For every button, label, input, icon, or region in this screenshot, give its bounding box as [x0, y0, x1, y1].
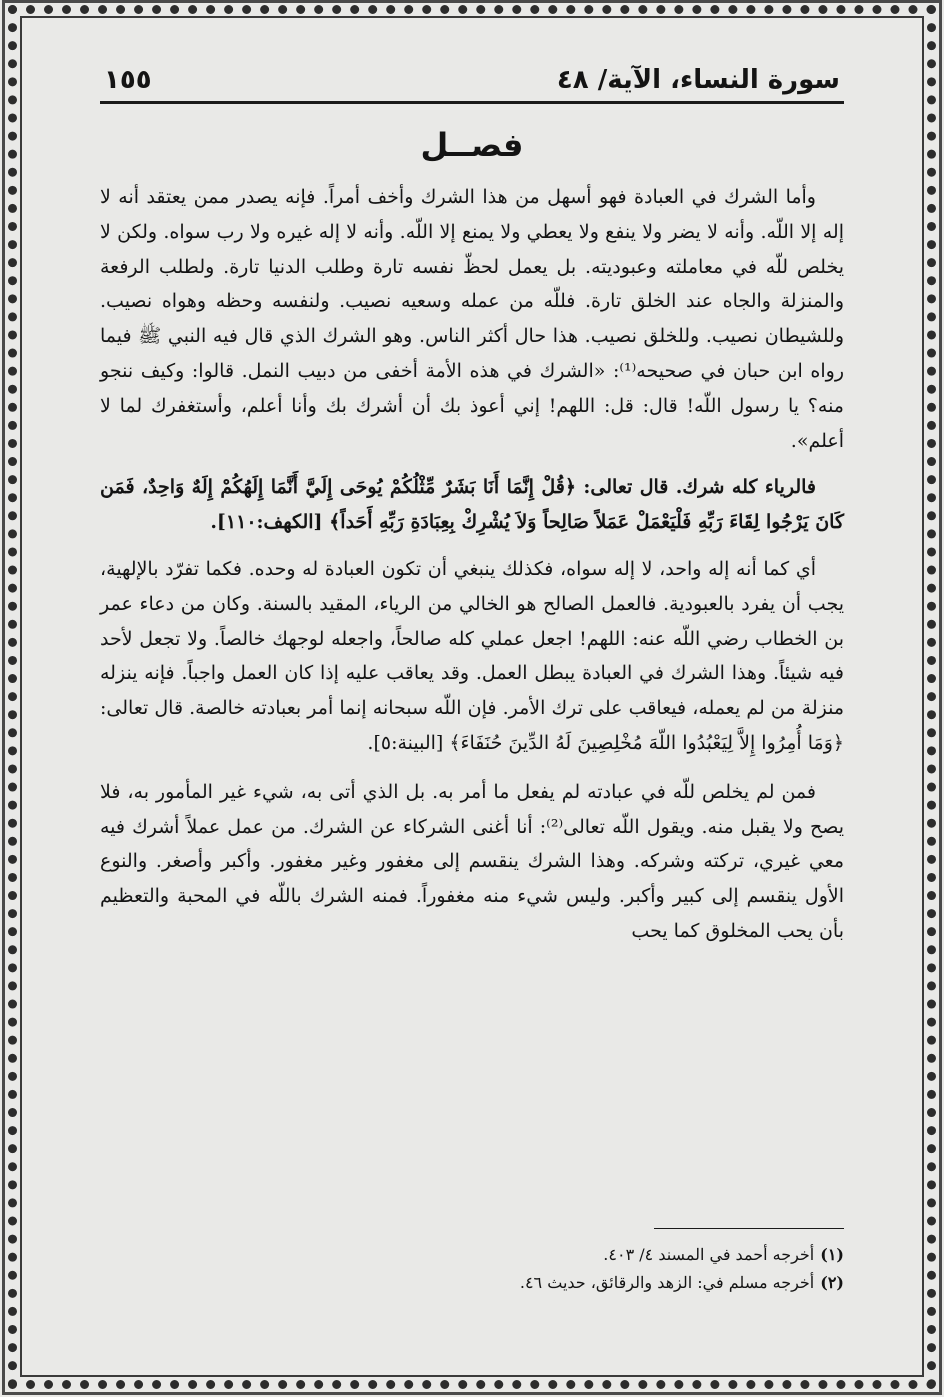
- header-title: سورة النساء، الآية/ ٤٨: [556, 65, 840, 95]
- footnotes: [100, 1228, 844, 1297]
- footnote-1: [100, 1241, 844, 1269]
- section-title: فصــل: [420, 126, 524, 164]
- page-body: [100, 58, 844, 949]
- footnote-divider: [654, 1228, 844, 1229]
- footnote-2-number: (٢): [820, 1273, 844, 1292]
- paragraph-3: أي كما أنه إله واحد، لا إله سواه، فكذلك ينبغي أن تكون العبادة له وحده. فكما تفرّد بالإلهية، يجب أن يفرد بالعبودية. فالعمل الصالح هو الخالي من الرياء، المقيد بالسنة. وكان من دعاء عمر بن الخطاب رضي اللّه عنه: اللهم! اجعل عملي كله صالحاً، واجعله لوجهك خالصاً. ولا تجعل لأحد فيه شيئاً. وهذا الشرك في العبادة يبطل العمل. وقد يعاقب عليه إذا كان العمل واجباً. فإنه ينزله منزلة من لم يعمله، فيعاقب على ترك الأمر. فإن اللّه سبحانه إنما أمر بعبادته خالصة. قال تعالى: ﴿وَمَا أُمِرُوا إِلاَّ لِيَعْبُدُوا اللّهَ مُخْلِصِينَ لَهُ الدِّينَ حُنَفَاءَ﴾ [البينة:٥].: [100, 557, 844, 754]
- paragraph-4: فمن لم يخلص للّه في عبادته لم يفعل ما أمر به. بل الذي أتى به، شيء غير المأمور به، فلا يصح ولا يقبل منه. ويقول اللّه تعالى⁽²⁾: أنا أغنى الشركاء عن الشرك. من عمل عملاً أشرك فيه معي غيري، تركته وشركه. وهذا الشرك ينقسم إلى مغفور وغير مغفور. وأكبر وأصغر. والنوع الأول ينقسم إلى كبير وأكبر. وليس شيء منه مغفوراً. فمنه الشرك باللّه في المحبة والتعظيم بأن يحب المخلوق كما يحب: [100, 780, 844, 942]
- running-header: [100, 58, 844, 104]
- footnote-1-text: أخرجه أحمد في المسند ٤/ ٤٠٣.: [603, 1245, 815, 1264]
- paragraph-2-quran: فالرياء كله شرك. قال تعالى: ﴿قُلْ إِنَّمَا أَنَا بَشَرٌ مِّثْلُكُمْ يُوحَى إِلَيَّ أَنَّمَا إِلَهُكُمْ إِلَهٌ وَاحِدٌ، فَمَن كَانَ يَرْجُوا لِقَاءَ رَبِّهِ فَلْيَعْمَلْ عَمَلاً صَالِحاً وَلاَ يُشْرِكْ بِعِبَادَةِ رَبِّهِ أَحَداً﴾ [الكهف:١١٠].: [100, 476, 844, 534]
- footnote-2: [100, 1269, 844, 1297]
- paragraph-1: وأما الشرك في العبادة فهو أسهل من هذا الشرك وأخف أمراً. فإنه يصدر ممن يعتقد أنه لا إله إلا اللّه. وأنه لا يضر ولا ينفع ولا يعطي ولا يمنع إلا اللّه. وأنه لا إله غيره ولا رب سواه. ولكن لا يخلص للّه في معاملته وعبوديته. بل يعمل لحظّ نفسه تارة وطلب الدنيا تارة. ولطلب الرفعة والمنزلة والجاه عند الخلق تارة. فللّه من عمله وسعيه نصيب. ولنفسه وحظه وهواه نصيب. وللشيطان نصيب. وللخلق نصيب. هذا حال أكثر الناس. وهو الشرك الذي قال فيه النبي ﷺ فيما رواه ابن حبان في صحيحه⁽¹⁾: «الشرك في هذه الأمة أخفى من دبيب النمل. قالوا: وكيف ننجو منه؟ يا رسول اللّه! قال: قل: اللهم! إني أعوذ بك أن أشرك بك وأنا أعلم، وأستغفرك لما لا أعلم».: [100, 186, 844, 452]
- footnote-1-number: (١): [820, 1245, 844, 1264]
- footnote-2-text: أخرجه مسلم في: الزهد والرقائق، حديث ٤٦.: [519, 1273, 815, 1292]
- page-number: ١٥٥: [104, 65, 152, 95]
